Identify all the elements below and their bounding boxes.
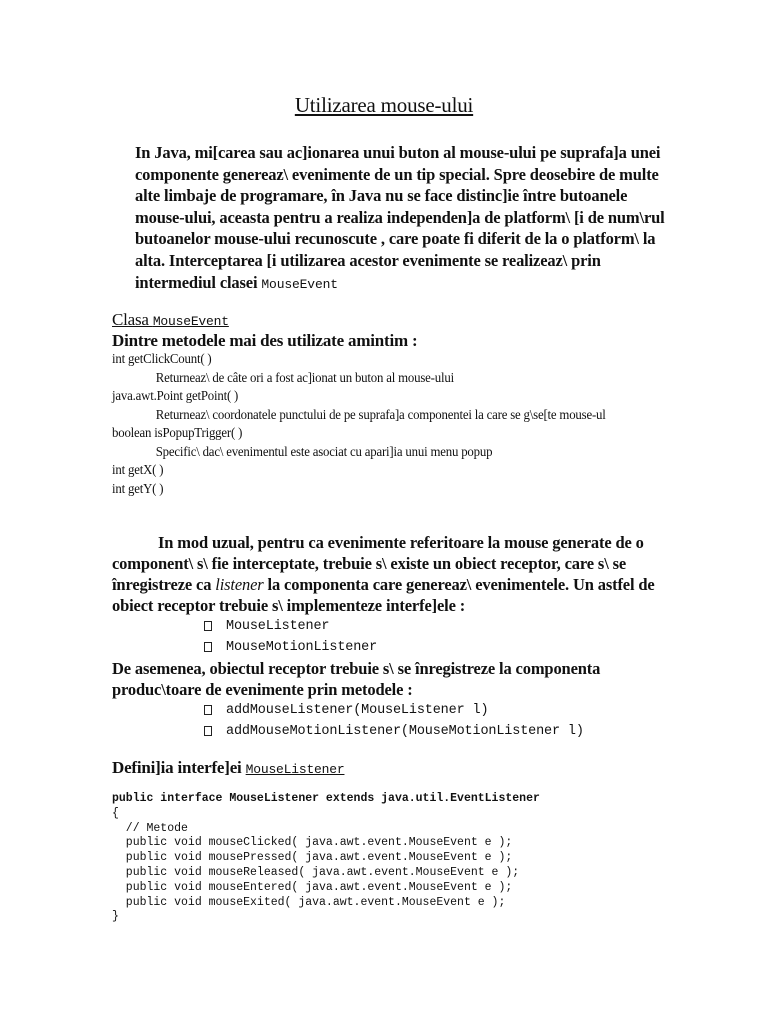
code-block [112,792,540,925]
method-signature: int getY( ) [112,480,164,496]
method-signature: boolean isPopupTrigger( ) [112,425,243,440]
checkbox-bullet-icon [204,726,212,736]
list-item: MouseMotionListener [112,637,672,658]
method-description: Returneaz\ de câte ori a fost ac]ionat un buton al mouse-ului [155,369,454,385]
section-mouselistener-class: MouseListener [245,762,345,777]
checkbox-bullet-icon [204,705,212,715]
checkbox-bullet-icon [204,621,212,631]
list-item: addMouseListener(MouseListener l) [112,700,672,721]
method-signature: int getX( ) [112,462,164,477]
intro-class-name: MouseEvent [261,276,338,292]
listener-text: In mod uzual, pentru ca evenimente referitoare la mouse generate de o component\ s\ fie interceptate, trebuie s\ existe un obiect receptor, care s\ se înregistreze ca listener la componenta care genereaz\ evenimentele. Un astfel de obiect receptor trebuie s\ implementeze interfe]ele : [112,533,655,615]
methods-subtitle: Dintre metodele mai des utilizate amintim : [112,331,418,350]
section-mouseevent-heading [112,310,229,332]
intro-text: In Java, mi[carea sau ac]ionarea unui buton al mouse-ului pe suprafa]a unei componente genereaz\ evenimente de un tip special. Spre deosebire de multe alte limbaje de programare, în Java nu se face distinc]ie între butoanele mouse-ului, aceasta pentru a realiza independen]a de platform\ [i de num\rul butoanelor mouse-ului recunoscute , care poate fi diferit de la o platform\ la alta. Interceptarea [i utilizarea acestor evenimente se realizeaz\ prin intermediul clasei [135,143,665,292]
method-signature: int getClickCount( ) [112,351,212,366]
section-mouseevent-label: Clasa MouseEvent [112,310,229,329]
listener-word: listener [215,575,264,594]
methods-list [112,350,644,498]
method-description: Returneaz\ coordonatele punctului de pe suprafa]a componentei la care se g\se[te mouse-ul [155,406,606,422]
checkbox-bullet-icon [204,642,212,652]
interfaces-list [112,616,672,658]
list-item: MouseListener [112,616,672,637]
list-item: addMouseMotionListener(MouseMotionListener l) [112,721,672,742]
listener-paragraph [112,532,672,742]
method-description: Specific\ dac\ evenimentul este asociat cu apari]ia unui menu popup [155,443,493,459]
section-mouselistener-heading: Defini]ia interfe]ei MouseListener [112,758,345,777]
register-methods-list [112,700,672,742]
code-body: { // Metode public void mouseClicked( java.awt.event.MouseEvent e ); public void mousePressed( java.awt.event.MouseEvent e ); public void mouseReleased( java.awt.event.MouseEvent e ); public void mouseEntered( java.awt.event.MouseEvent e ); public void mouseExited( java.awt.event.MouseEvent e ); } [112,806,520,924]
page-title: Utilizarea mouse-ului [294,93,474,117]
intro-paragraph [135,142,675,295]
method-signature: java.awt.Point getPoint( ) [112,388,239,403]
code-header: public interface MouseListener extends java.util.EventListener [112,792,540,805]
register-text: De asemenea, obiectul receptor trebuie s\ se înregistreze la componenta produc\toare de evenimente prin metodele : [112,659,601,699]
